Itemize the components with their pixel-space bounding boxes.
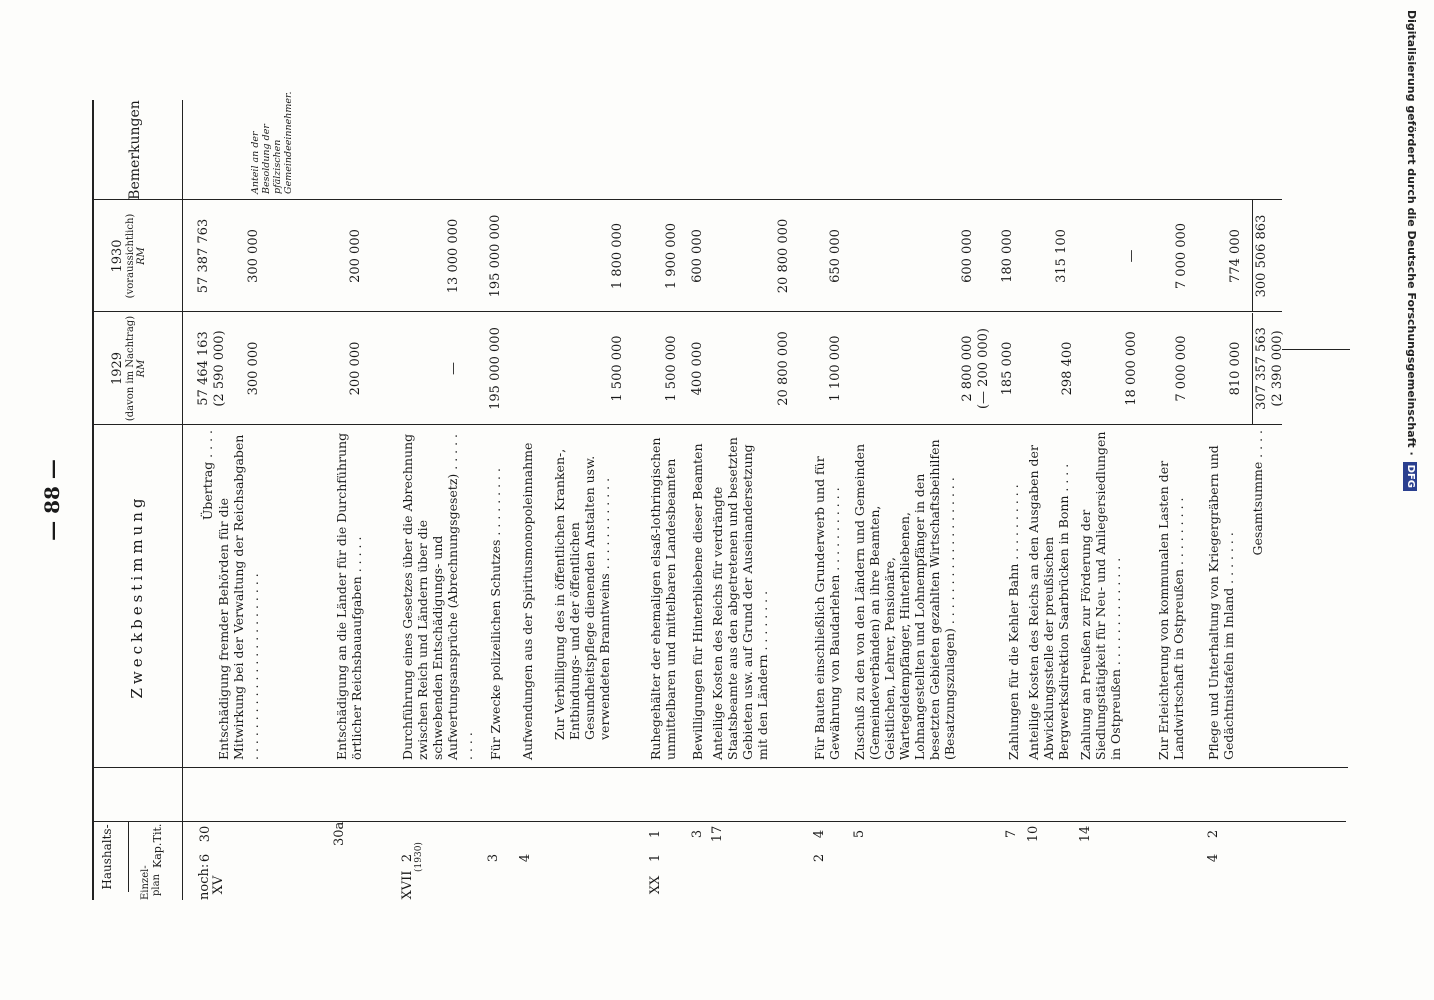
total-1930: 300 506 863	[1254, 214, 1269, 298]
row-12-tit: 7	[1004, 829, 1019, 839]
row-7-tit: 1	[648, 829, 663, 839]
header-1929-unit: RM	[136, 359, 147, 378]
row-14-text: Zahlung an Preußen zur Förderung der Siedlungstätigkeit für Neu- und Anliegersiedlungen in Ostpreußen . . . . . . . . . . . . . .	[1078, 431, 1123, 760]
row-7-kap: 1	[648, 853, 663, 863]
row-2-1930: 200 000	[348, 229, 363, 283]
header-1930-unit: RM	[136, 247, 147, 265]
total-rule-1930	[1252, 200, 1253, 312]
header-einzelplan: Einzel-plan	[140, 865, 162, 900]
row-3-text: Durchführung eines Gesetzes über die Abrechnung zwischen Reich und Ländern über die schwebenden Entschädigungs- und Aufwertungsansprüche (Abrechnungsgesetz) . . . . . . . . .	[400, 433, 475, 760]
row-9-1930: 20 800 000	[776, 218, 791, 294]
row-10-1930: 650 000	[828, 229, 843, 283]
total-1929b: (2 390 000)	[1270, 330, 1285, 407]
row-11-text: Zuschuß zu den von den Ländern und Gemeinden (Gemeindeverbänden) an ihre Beamten, Geistlichen, Lehrer, Pensionäre, Wartegeldempfänger, Hinterbliebenen, Lohnangestellten und Lohnempfänger in den besetzten Gebieten gezahlten Wirtschaftsbeihilfen (Besatzungszulagen) . . . . . . . . . . . . . . . . . . .	[852, 439, 957, 760]
header-1929-sub: (davon im Nachtrag)	[125, 315, 136, 422]
row-13-1929: 298 400	[1060, 341, 1075, 396]
row-4-text: Für Zwecke polizeilichen Schutzes . . . . . . . . .	[488, 468, 503, 760]
row-2-text: Entschädigung an die Länder für die Durchführung örtlicher Reichsbauaufgaben . . . . .	[334, 432, 364, 760]
rule-kap-tit	[128, 875, 1382, 876]
row-3-1930: 13 000 000	[446, 218, 461, 294]
row-5-text: Aufwendungen aus der Spiritusmonopoleinnahme	[520, 442, 535, 760]
row-12-text: Zahlungen für die Kehler Bahn . . . . . . . . . .	[1006, 484, 1021, 760]
row-3-kap-year: (1930)	[414, 842, 424, 872]
rule-1929-1930	[92, 311, 1282, 312]
row-0-kap: 6	[198, 853, 213, 863]
row-5-kap: 4	[518, 853, 533, 863]
row-13-text: Anteilige Kosten des Reichs an den Ausgaben der Abwicklungsstelle der preußischen Bergwerksdirektion Saarbrücken in Bonn . . . .	[1026, 445, 1071, 760]
row-1-1929: 300 000	[246, 341, 261, 396]
row-6-text: Zur Verbilligung des in öffentlichen Kranken-, Entbindungs- und der öffentlichen Gesundheitspflege dienenden Anstalten usw. verwendeten Branntweins . . . . . . . . . . . .	[552, 448, 612, 740]
row-16-1930: 774 000	[1228, 229, 1243, 283]
row-9-1929: 20 800 000	[776, 331, 791, 406]
rule-tit-zweck	[92, 767, 1348, 768]
header-bottom-rule	[182, 100, 183, 900]
row-7-einzelplan: XX	[648, 875, 663, 895]
row-14-1930: —	[1124, 249, 1139, 263]
header-bemerkungen: Bemerkungen	[127, 100, 143, 200]
credit-text: Digitalisierung gefördert durch die Deutsche Forschungsgemeinschaft ·	[1405, 10, 1418, 456]
table-top-rule	[92, 100, 94, 900]
row-4-1930: 195 000 000	[488, 214, 503, 298]
row-10-kap: 2	[812, 853, 827, 863]
row-8-1929: 400 000	[690, 341, 705, 396]
page-number: — 88 —	[40, 459, 64, 541]
row-11-1929b: (— 200 000)	[976, 327, 991, 410]
row-16-1929: 810 000	[1228, 341, 1243, 396]
row-15-1929: 7 000 000	[1174, 335, 1189, 402]
row-15-1930: 7 000 000	[1174, 222, 1189, 290]
row-14-tit: 14	[1078, 825, 1093, 843]
row-0-1930: 57 387 763	[196, 218, 211, 294]
row-2-tit: 30a	[332, 821, 347, 846]
row-8-tit: 3	[690, 829, 705, 839]
row-7-text: Ruhegehälter der ehemaligen elsaß-lothringischen unmittelbaren und mittelbaren Landesbeamten	[648, 437, 678, 760]
row-9-tit: 17	[710, 825, 725, 843]
row-10-text: Für Bauten einschließlich Grunderwerb und für Gewährung von Baudarlehen . . . . . . . . . . .	[812, 456, 842, 760]
row-8-1930: 600 000	[690, 229, 705, 283]
row-13-tit: 10	[1026, 825, 1041, 843]
row-4-1929: 195 000 000	[488, 327, 503, 410]
row-3-einzelplan: XVII	[400, 870, 415, 900]
row-0-tit: 30	[198, 825, 213, 843]
header-tit: Tit.	[151, 823, 164, 843]
row-1-1930: 300 000	[246, 229, 261, 283]
row-14-1929: 18 000 000	[1124, 331, 1139, 406]
row-6-1929: 1 500 000	[610, 335, 625, 402]
row-1-text: Entschädigung fremder Behörden für die Mitwirkung bei der Verwaltung der Reichsabgaben . . . . . . . . . . . . . . . . . . . . . . . .	[216, 434, 261, 760]
row-11-1929: 2 800 000	[960, 335, 975, 402]
header-zweck: Zweckbestimmung	[128, 494, 146, 699]
row-4-kap: 3	[486, 853, 501, 863]
header-kap: Kap.	[151, 842, 164, 868]
row-0-1929: 57 464 163	[196, 331, 211, 406]
row-3-1929: —	[446, 362, 461, 375]
row-12-1930: 180 000	[1000, 229, 1015, 283]
row-11-tit: 5	[852, 829, 867, 839]
row-16-text: Pflege und Unterhaltung von Kriegergräbern und Gedächtnistafeln im Inland . . . . . . .	[1206, 445, 1236, 760]
total-1929: 307 357 563	[1254, 327, 1269, 410]
row-1-remark: Anteil an der Besoldung der pfälzischen Gemeindeeinnehmer.	[250, 91, 294, 194]
row-0-1929b: (2 590 000)	[212, 330, 227, 407]
row-16-tit: 2	[1206, 829, 1221, 839]
row-2-1929: 200 000	[348, 341, 363, 396]
row-3-kap: 2	[400, 853, 415, 863]
haushalts-rule	[128, 822, 129, 892]
row-6-1930: 1 800 000	[610, 222, 625, 290]
row-0-text: Übertrag . . . .	[200, 430, 215, 521]
row-7-1930: 1 900 000	[664, 222, 679, 290]
row-0-einzelplan: noch: XV	[197, 863, 226, 900]
total-rule-vert	[1282, 349, 1350, 350]
row-8-text: Bewilligungen für Hinterbliebene dieser Beamten	[690, 443, 705, 760]
row-13-1930: 315 100	[1054, 229, 1069, 283]
header-1930	[110, 200, 147, 312]
row-9-text: Anteilige Kosten des Reichs für verdrängte Staatsbeamte aus den abgetretenen und besetzten Gebieten usw. auf Grund der Auseinandersetzung mit den Ländern . . . . . . . .	[710, 437, 770, 760]
row-10-1929: 1 100 000	[828, 335, 843, 402]
header-haushalts: Haushalts-	[100, 824, 114, 890]
row-12-1929: 185 000	[1000, 341, 1015, 396]
row-10-tit: 4	[812, 829, 827, 839]
total-rule-1929	[1252, 313, 1253, 425]
row-16-kap: 4	[1206, 853, 1221, 863]
total-label: Gesamtsumme . . . .	[1250, 430, 1265, 556]
header-1929	[110, 312, 147, 425]
header-1929-year: 1929	[110, 351, 125, 386]
rule-1930-bem	[92, 199, 1282, 200]
rule-zweck-1929	[92, 424, 1282, 425]
row-15-text: Zur Erleichterung von kommunalen Lasten der Landwirtschaft in Ostpreußen . . . . . . . . .	[1156, 460, 1186, 760]
header-1930-year: 1930	[110, 239, 125, 273]
row-11-1930: 600 000	[960, 229, 975, 283]
row-7-1929: 1 500 000	[664, 335, 679, 402]
dfg-logo: DFG	[1403, 462, 1417, 491]
header-1930-sub: (voraussichtlich)	[125, 213, 136, 299]
